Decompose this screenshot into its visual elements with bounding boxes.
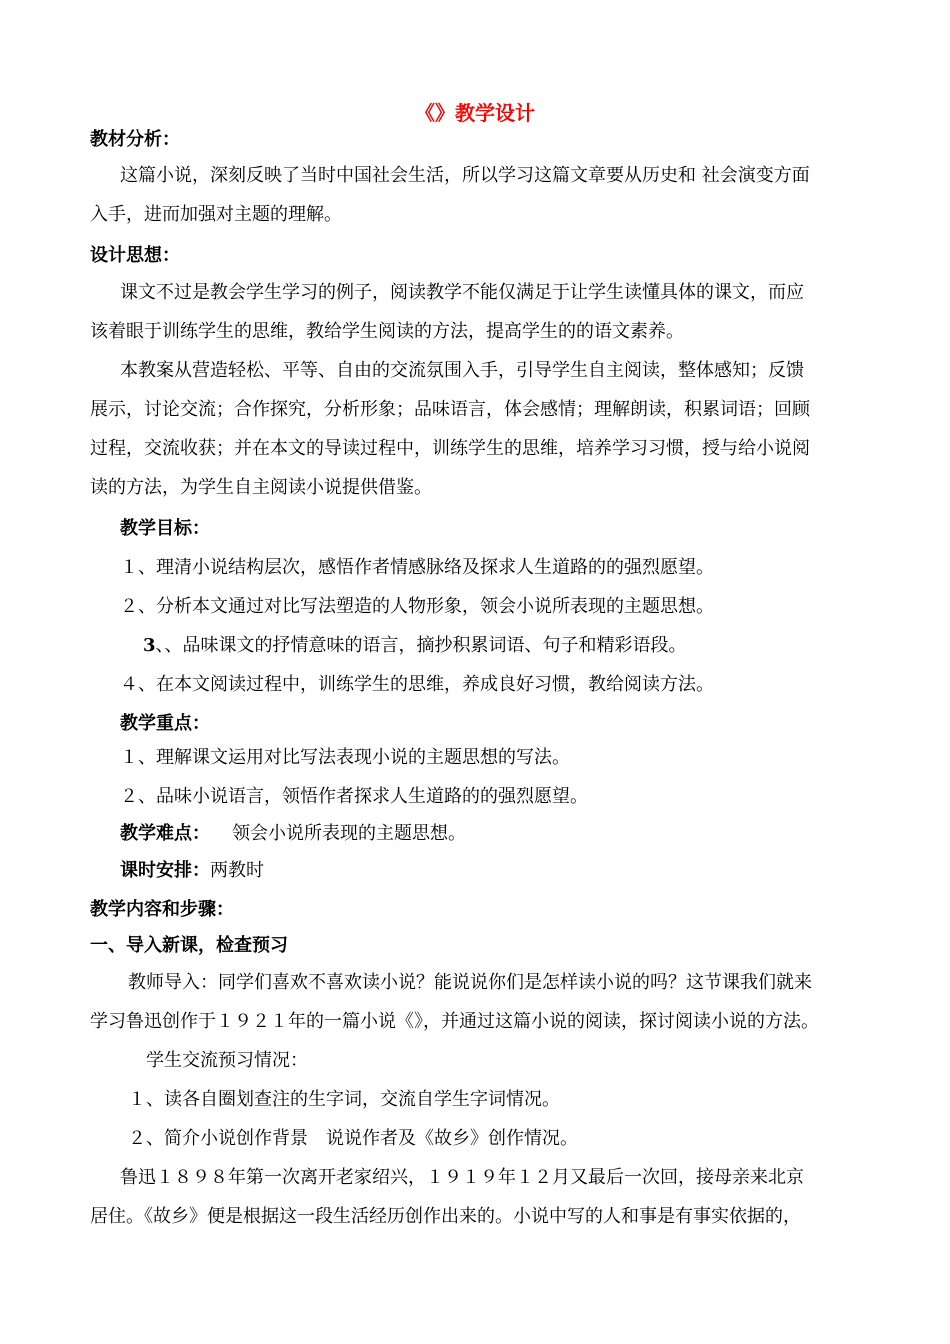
- preview-item-1: １、读各自圈划查注的生字词，交流自学生字词情况。: [128, 1089, 560, 1110]
- teaching-goal-item-1: １、理清小说结构层次，感悟作者情感脉络及探求人生道路的的强烈愿望。: [120, 557, 714, 578]
- design-thought-p1-line-1: 课文不过是教会学生学习的例子，阅读教学不能仅满足于让学生读懂具体的课文，而应: [120, 282, 804, 303]
- teaching-goal-item-3-number: 3: [143, 635, 156, 656]
- material-analysis-heading: 教材分析：: [90, 129, 180, 150]
- background-line-2: 居住。《故乡》便是根据这一段生活经历创作出来的。小说中写的人和事是有事实依据的，: [90, 1206, 801, 1227]
- design-thought-p1-line-2: 该着眼于训练学生的思维，教给学生阅读的方法，提高学生的的语文素养。: [90, 321, 684, 342]
- teaching-difficulty-text: 领会小说所表现的主题思想。: [232, 823, 466, 844]
- teaching-goals-heading: 教学目标：: [120, 518, 210, 539]
- background-line-1: 鲁迅１８９８年第一次离开老家绍兴，１９１９年１２月又最后一次回，接母亲来北京: [120, 1167, 804, 1188]
- class-schedule-heading: 课时安排：: [120, 860, 210, 881]
- class-schedule-text: 两教时: [210, 860, 264, 881]
- preview-item-2: ２、简介小说创作背景 说说作者及《故乡》创作情况。: [128, 1128, 578, 1149]
- teaching-goal-item-2: ２、分析本文通过对比写法塑造的人物形象，领会小说所表现的主题思想。: [120, 596, 714, 617]
- design-thought-p2-line-3: 过程，交流收获；并在本文的导读过程中，训练学生的思维，培养学习习惯，授与给小说阅: [90, 438, 810, 459]
- material-analysis-line-2: 入手，进而加强对主题的理解。: [90, 204, 342, 225]
- teaching-difficulty-heading: 教学难点：: [120, 823, 210, 844]
- material-analysis-line-1: 这篇小说，深刻反映了当时中国社会生活，所以学习这篇文章要从历史和 社会演变方面: [120, 165, 810, 186]
- teaching-goal-item-3-text: 、、品味课文的抒情意味的语言，摘抄积累词语、句子和精彩语段。: [155, 635, 687, 656]
- design-thought-p2-line-4: 读的方法，为学生自主阅读小说提供借鉴。: [90, 477, 432, 498]
- design-thought-heading: 设计思想：: [90, 245, 180, 266]
- teaching-key-points-heading: 教学重点：: [120, 713, 210, 734]
- preview-label: 学生交流预习情况：: [146, 1050, 308, 1071]
- teaching-difficulty: [120, 821, 466, 847]
- teaching-goal-item-3: [143, 633, 687, 659]
- teacher-intro-line-2: 学习鲁迅创作于１９２１年的一篇小说《》，并通过这篇小说的阅读，探讨阅读小说的方法。: [90, 1011, 819, 1032]
- design-thought-p2-line-2: 展示，讨论交流；合作探究，分析形象；品味语言，体会感情；理解朗读，积累词语；回顾: [90, 399, 810, 420]
- document-title: 《》教学设计: [415, 101, 535, 125]
- class-schedule: [120, 858, 264, 884]
- design-thought-p2-line-1: 本教案从营造轻松、平等、自由的交流氛围入手，引导学生自主阅读，整体感知；反馈: [120, 360, 804, 381]
- teaching-steps-heading: 教学内容和步骤：: [90, 899, 234, 920]
- teaching-key-point-2: ２、品味小说语言，领悟作者探求人生道路的的强烈愿望。: [120, 786, 588, 807]
- teacher-intro-line-1: 教师导入：同学们喜欢不喜欢读小说？能说说你们是怎样读小说的吗？这节课我们就来: [128, 972, 812, 993]
- teaching-goal-item-4: ４、在本文阅读过程中，训练学生的思维，养成良好习惯，教给阅读方法。: [120, 674, 714, 695]
- teaching-key-point-1: １、理解课文运用对比写法表现小说的主题思想的写法。: [120, 747, 570, 768]
- step-one-heading: 一、导入新课，检查预习: [90, 935, 288, 956]
